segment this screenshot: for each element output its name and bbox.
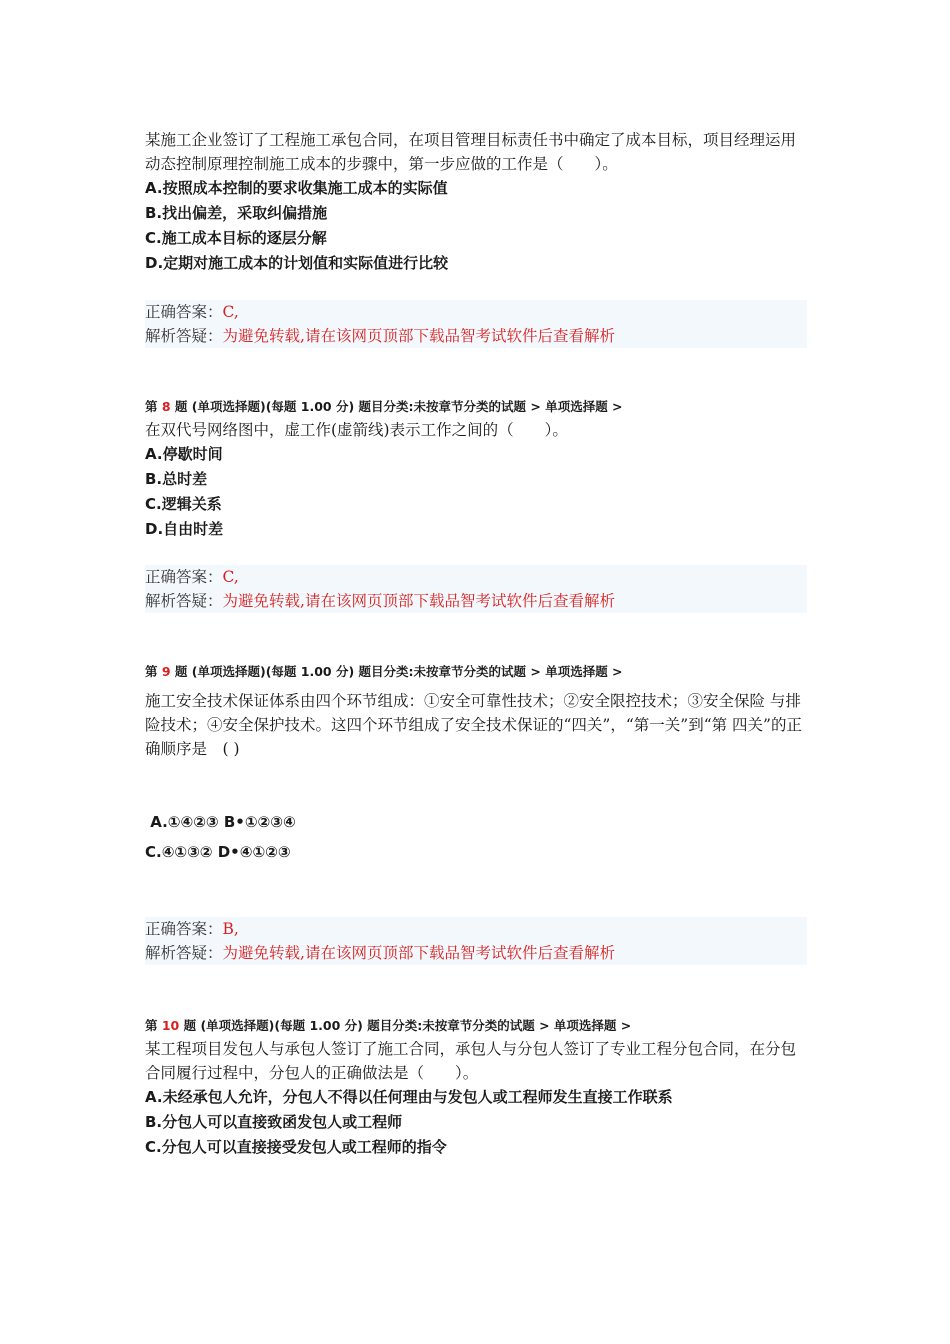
option-a[interactable]: A.未经承包人允许，分包人不得以任何理由与发包人或工程师发生直接工作联系 <box>145 1088 673 1106</box>
question-10 <box>145 1015 807 1160</box>
option-c[interactable]: C.分包人可以直接接受发包人或工程师的指令 <box>145 1138 447 1156</box>
analysis-label: 解析答疑： <box>145 592 223 610</box>
answer-label: 正确答案： <box>145 568 223 586</box>
header-prefix: 第 <box>145 1018 162 1033</box>
answer-label: 正确答案： <box>145 303 223 321</box>
option-d[interactable]: D.自由时差 <box>145 520 224 538</box>
option-c[interactable]: C.逻辑关系 <box>145 495 222 513</box>
option-c[interactable]: C.施工成本目标的逐层分解 <box>145 229 327 247</box>
answer-box <box>145 300 807 348</box>
analysis-value: 为避免转载,请在该网页顶部下载品智考试软件后查看解析 <box>222 327 615 345</box>
header-suffix: 题 (单项选择题)(每题 1.00 分) 题目分类:未按章节分类的试题 > 单项选择题 > <box>170 399 623 414</box>
question-text: 某工程项目发包人与承包人签订了施工合同，承包人与分包人签订了专业工程分包合同，在分包合同履行过程中，分包人的正确做法是（ ）。 <box>145 1040 797 1082</box>
header-prefix: 第 <box>145 399 162 414</box>
exam-page <box>145 128 807 1160</box>
header-suffix: 题 (单项选择题)(每题 1.00 分) 题目分类:未按章节分类的试题 > 单项选择题 > <box>179 1018 632 1033</box>
option-b[interactable]: B.分包人可以直接致函发包人或工程师 <box>145 1113 403 1131</box>
option-b[interactable]: B.找出偏差，采取纠偏措施 <box>145 204 328 222</box>
question-header <box>145 661 807 683</box>
header-suffix: 题 (单项选择题)(每题 1.00 分) 题目分类:未按章节分类的试题 > 单项选择题 > <box>170 664 623 679</box>
option-d[interactable]: D.定期对施工成本的计划值和实际值进行比较 <box>145 254 449 272</box>
question-header <box>145 396 807 418</box>
answer-box <box>145 917 807 965</box>
analysis-value: 为避免转载,请在该网页顶部下载品智考试软件后查看解析 <box>222 944 615 962</box>
option-b[interactable]: B.总时差 <box>145 470 208 488</box>
option-a[interactable]: A.停歇时间 <box>145 445 223 463</box>
question-number: 10 <box>161 1018 180 1033</box>
answer-value: B, <box>222 920 239 938</box>
question-9 <box>145 661 807 965</box>
analysis-value: 为避免转载,请在该网页顶部下载品智考试软件后查看解析 <box>222 592 615 610</box>
question-8 <box>145 396 807 613</box>
analysis-label: 解析答疑： <box>145 327 223 345</box>
question-text: 施工安全技术保证体系由四个环节组成：①安全可靠性技术；②安全限控技术；③安全保险 与排险技术；④安全保护技术。这四个环节组成了安全技术保证的“四关”，“第一关”到“第 四关”的正确顺序是 ( ) <box>145 692 802 758</box>
question-7 <box>145 128 807 348</box>
analysis-label: 解析答疑： <box>145 944 223 962</box>
answer-label: 正确答案： <box>145 920 223 938</box>
question-number: 9 <box>161 664 171 679</box>
options-line-2[interactable]: C.④①③② D•④①②③ <box>145 843 291 861</box>
answer-value: C, <box>222 303 239 321</box>
options-line-1[interactable]: A.①④②③ B•①②③④ <box>145 813 296 831</box>
answer-value: C, <box>222 568 239 586</box>
question-number: 8 <box>161 399 171 414</box>
question-text: 某施工企业签订了工程施工承包合同，在项目管理目标责任书中确定了成本目标，项目经理运用动态控制原理控制施工成本的步骤中，第一步应做的工作是（ ）。 <box>145 131 797 173</box>
answer-box <box>145 565 807 613</box>
question-header <box>145 1015 807 1037</box>
question-text: 在双代号网络图中，虚工作(虚箭线)表示工作之间的（ ）。 <box>145 421 568 439</box>
option-a[interactable]: A.按照成本控制的要求收集施工成本的实际值 <box>145 179 448 197</box>
header-prefix: 第 <box>145 664 162 679</box>
